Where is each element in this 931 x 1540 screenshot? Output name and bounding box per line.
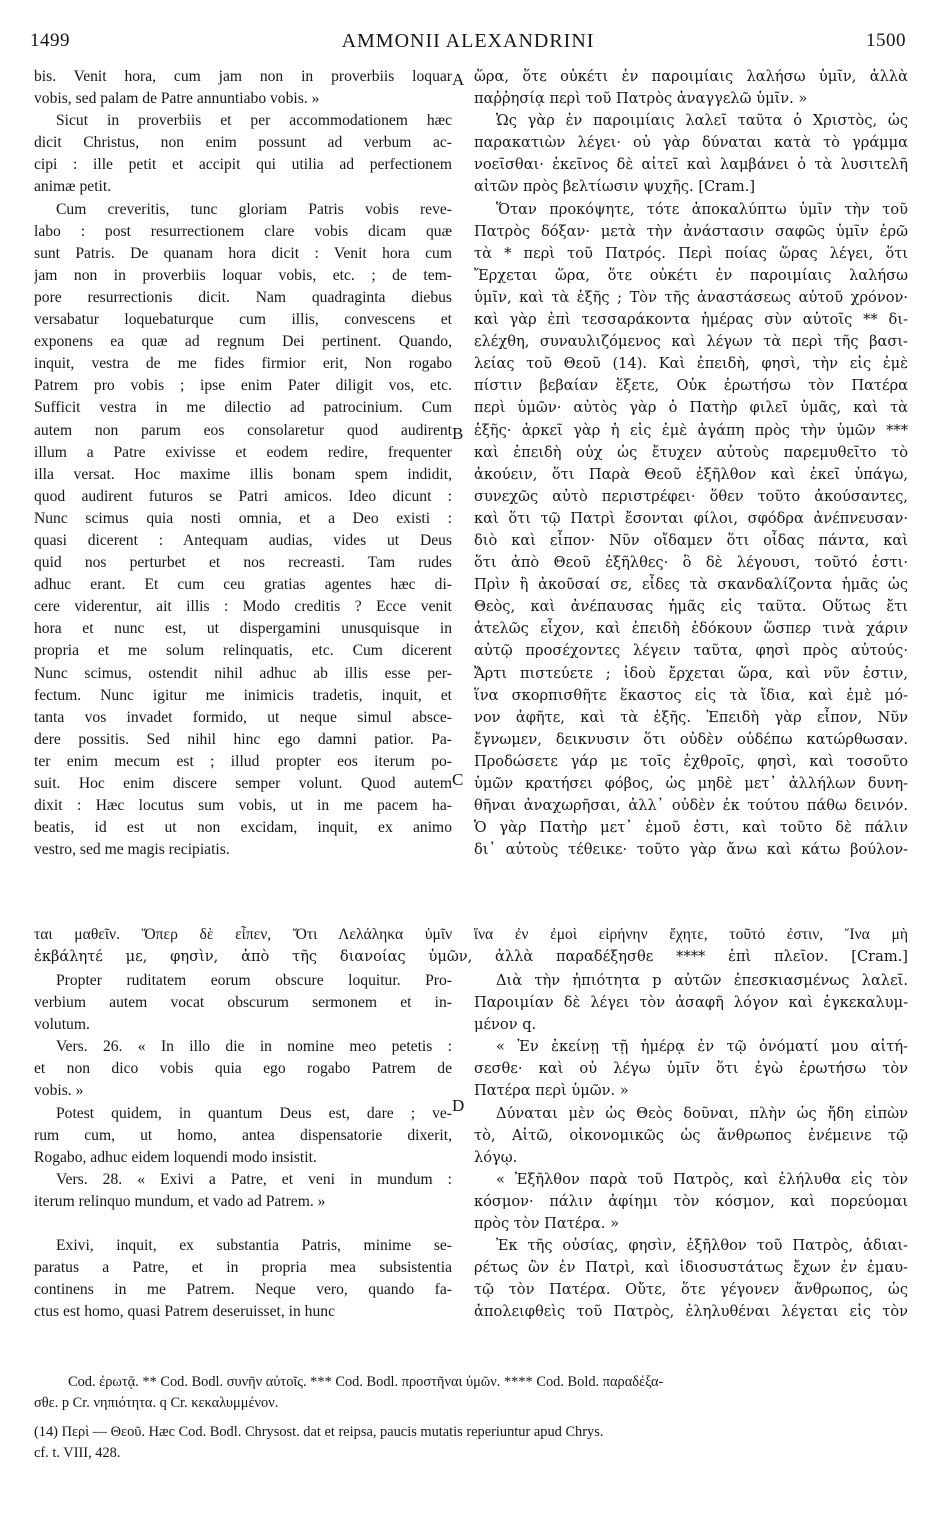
text-line: δι᾽ αὐτοὺς τέθεικε· τοῦτο γὰρ ἄνω καὶ κάτω βούλον-: [474, 841, 908, 859]
text-line: ἔγνωμεν, δεικνυσιν ὅτι οὐδὲν οὐδέπω κατώρθωσαν.: [474, 730, 908, 748]
text-line: tanta vos invadet formido, ut neque simul absce-: [34, 708, 452, 726]
text-line: rum cum, ut homo, antea dispensatorie dixerit,: [34, 1126, 452, 1144]
text-line: Πατέρα περὶ ὑμῶν. »: [474, 1082, 629, 1100]
text-line: νοεῖσθαι· ἐκεῖνος δὲ αἰτεῖ καὶ λαμβάνει ὁ τὰ λυσιτελῆ: [474, 156, 908, 174]
text-line: vobis, sed palam de Patre annuntiabo vobis. »: [34, 90, 320, 108]
full-width-line: ται μαθεῖν. Ὅπερ δὲ εἶπεν, Ὅτι Λελάληκα ὑμῖν ἵνα ἐν ἐμοὶ εἰρήνην ἔχητε, τοῦτό ἐστιν, Ἵνα μὴ: [34, 926, 908, 943]
text-line: Πρὶν ἢ ἀκοῦσαί σε, εἶδες τὰ σκανδαλίζοντα ἡμᾶς ὡς: [474, 576, 908, 594]
margin-marker: D: [452, 1096, 465, 1115]
text-line: διὸ καὶ εἶπον· Νῦν οἴδαμεν ὅτι οἶδας πάντα, καὶ: [474, 531, 908, 549]
footnote-line: (14) Περὶ — Θεοῦ. Hæc Cod. Bodl. Chrysost. dat et reipsa, paucis mutatis reperiuntur apud Chrys.: [34, 1424, 604, 1440]
text-line: συνεχῶς αὐτὸ περιστρέφει· ὅθεν τοῦτο ἀκούσαντες,: [474, 487, 908, 505]
text-line: θῆναι ἀναχωρῆσαι, ἀλλ᾽ οὐδὲν ἐκ τούτου πάθω δεινόν.: [474, 797, 908, 815]
text-line: Δύναται μὲν ὡς Θεὸς δοῦναι, πλὴν ὡς ἤδη εἰπὼν: [496, 1104, 908, 1122]
margin-marker: B: [452, 424, 464, 443]
page-number-right: 1500: [866, 30, 906, 51]
text-line: Sufficit vestra in me dilectio ad patrocinium. Cum: [34, 399, 452, 417]
text-line: quasi dicerent : Antequam audias, vides ut Deus: [34, 531, 452, 549]
text-line: Προδώσετε γάρ με τοῖς ἐχθροῖς, φησὶ, καὶ τοσοῦτο: [474, 752, 908, 770]
margin-marker: A: [452, 70, 465, 89]
text-line: suit. Hoc enim discere semper volunt. Quod autem: [34, 775, 452, 792]
text-line: Ὡς γὰρ ἐν παροιμίαις λαλεῖ ταῦτα ὁ Χριστὸς, ὡς: [496, 112, 908, 130]
text-line: Ἐκ τῆς οὐσίας, φησὶν, ἐξῆλθον τοῦ Πατρὸς, ἀδιαι-: [496, 1237, 908, 1255]
text-line: παρακατιὼν λέγει· οὐ γὰρ δύναται κατὰ τὸ γράμμα: [474, 134, 908, 152]
greek-column-bottom: [474, 970, 908, 1324]
full-width-line: ἐκβάλητέ με, φησὶν, ἀπὸ τῆς διανοίας ὑμῶν, ἀλλὰ παραδέξησθε **** ἐπὶ πλεῖον. [Cram.]: [34, 948, 908, 965]
text-line: sunt Patris. De quanam hora dicit : Venit hora cum: [34, 244, 452, 262]
text-line: dere possitis. Sed nihil hinc ego damni patior. Pa-: [34, 730, 452, 748]
text-line: ἑξῆς· ἀρκεῖ γὰρ ἡ εἰς ἐμὲ ἀγάπη πρὸς τὴν ὑμῶν ***: [474, 421, 908, 439]
text-line: Rogabo, adhuc eidem loquendi modo insistit.: [34, 1148, 317, 1166]
text-line: quod audirent futuros se Patri amicos. Ideo dicunt :: [34, 487, 452, 505]
text-line: Ὅταν προκόψητε, τότε ἀποκαλύπτω ὑμῖν τὴν τοῦ: [496, 200, 908, 218]
text-line: cere viderentur, ait illis : Modo creditis ? Ecce venit: [34, 598, 452, 616]
text-line: cipi : ille petit et accipit qui utilia ad perfectionem: [34, 156, 452, 174]
text-line: bis. Venit hora, cum jam non in proverbiis loquar: [34, 68, 452, 85]
text-line: τὰ * περὶ τοῦ Πατρός. Περὶ ποίας ὥρας λέγει, ὅτι: [474, 244, 908, 262]
latin-column-bottom: [34, 970, 452, 1323]
text-line: pore resurrectionis dicit. Nam quadraginta diebus: [34, 288, 452, 306]
footnote-line: cf. t. VIII, 428.: [34, 1445, 121, 1461]
text-line: jam non in proverbiis loquar vobis, etc. ; de tem-: [34, 266, 452, 284]
text-line: beatis, id est ut non excidam, inquit, ex animo: [34, 819, 452, 837]
text-line: λείας τοῦ Θεοῦ (14). Καὶ ἐπειδὴ, φησὶ, τὴν εἰς ἐμὲ: [474, 355, 908, 373]
text-line: paratus a Patre, et in propria mea subsistentia: [34, 1259, 452, 1277]
text-line: Πατρὸς δόξαν· μετὰ τὴν ἀνάστασιν σαφῶς ὑμῖν ἐρῶ: [474, 222, 908, 240]
text-line: καὶ ἐπειδὴ οὐχ ὡς ἔτυχεν αὐτοὺς παρεμυθεῖτο τὸ: [474, 443, 908, 461]
text-line: ἀκούειν, ὅτι Παρὰ Θεοῦ ἐξῆλθον καὶ ἐκεῖ ὑπάγω,: [474, 465, 908, 483]
text-line: verbium autem vocat obscurum sermonem et in-: [34, 994, 452, 1012]
text-line: autem non parum eos consolaretur quod audirent: [34, 421, 452, 439]
text-line: quid nos perturbet et nos recreasti. Tam rudes: [34, 554, 452, 572]
text-line: νον ἀφῆτε, καὶ τὰ ἑξῆς. Ἐπειδὴ γὰρ εἶπον, Νῦν: [474, 708, 908, 726]
text-line: « Ἐν ἐκείνῃ τῇ ἡμέρᾳ ἐν τῷ ὀνόματί μου αἰτή-: [496, 1038, 908, 1056]
text-line: Ἔρχεται ὥρα, ὅτε οὐκέτι ἐν παροιμίαις λαλήσω: [474, 266, 908, 284]
text-line: vestro, sed me magis recipiatis.: [34, 841, 230, 859]
text-line: περὶ ὑμῶν· αὐτὸς γὰρ ὁ Πατὴρ φιλεῖ ὑμᾶς, καὶ τὰ: [474, 399, 908, 417]
text-line: et non dico vobis quia ego rogabo Patrem de: [34, 1060, 452, 1078]
text-line: Διὰ τὴν ἠπιότητα p αὐτῶν ἐπεσκιασμένως λαλεῖ.: [496, 972, 908, 989]
text-line: inquit, vestra de me fides firmior erit, Non rogabo: [34, 355, 452, 373]
text-line: volutum.: [34, 1016, 90, 1034]
text-line: ρέτως ὢν ἐν Πατρὶ, καὶ ἰδιοσυστάτως ἔχων ἐν ἐμαυ-: [474, 1259, 908, 1277]
text-line: Patrem pro vobis ; ipse enim Pater diligit vos, etc.: [34, 377, 452, 395]
text-line: iterum relinquo mundum, et vado ad Patrem. »: [34, 1192, 326, 1210]
text-line: hora et nunc est, ut dispergamini unusquisque in: [34, 620, 452, 638]
text-line: continens in me Patrem. Neque vero, quando fa-: [34, 1281, 452, 1299]
text-line: vobis. »: [34, 1082, 84, 1100]
text-line: Potest quidem, in quantum Deus est, dare ; ve-: [56, 1104, 452, 1122]
text-line: ὑμῖν, καὶ τὰ ἑξῆς ; Τὸν τῆς ἀναστάσεως αὐτοῦ χρόνον·: [474, 288, 908, 306]
text-line: τῷ τὸν Πατέρα. Οὔτε, ὅτε γέγονεν ἄνθρωπος, ὡς: [474, 1281, 908, 1299]
text-line: exponens ea quæ ad regnum Dei pertinent. Quando,: [34, 333, 452, 351]
text-line: κόσμον· πάλιν ἀφίημι τὸν κόσμον, καὶ πορεύομαι: [474, 1192, 908, 1210]
footnotes: [34, 1372, 908, 1464]
paragraph-gap: [34, 1213, 452, 1235]
text-line: μένον q.: [474, 1016, 537, 1034]
margin-marker: C: [452, 770, 464, 789]
text-line: ὑμῶν κρατήσει φόβος, ὡς μηδὲ μετ᾽ ἀλλήλων δυνη-: [474, 775, 908, 792]
text-line: Θεὸς, καὶ ἀνέπαυσας ἡμᾶς εἰς ταῦτα. Οὕτως ἔτι: [474, 598, 908, 616]
text-line: αὐτῷ προσέχοντες λέγειν ταῦτα, φησὶ πρὸς αὐτούς·: [474, 642, 908, 660]
text-line: Propter ruditatem eorum obscure loquitur. Pro-: [56, 972, 452, 989]
text-line: Παροιμίαν δὲ λέγει τὸν ἀσαφῆ λόγον καὶ ἐγκεκαλυμ-: [474, 994, 908, 1012]
text-line: adhuc erant. Et cum ceu gratias agentes hæc di-: [34, 576, 452, 594]
text-line: versabatur loquebaturque cum illis, convescens et: [34, 311, 452, 329]
greek-column-top: [474, 66, 908, 861]
text-line: ὥρα, ὅτε οὐκέτι ἐν παροιμίαις λαλήσω ὑμῖν, ἀλλὰ: [474, 68, 908, 85]
text-line: dicit Christus, non enim possunt ad verbum ac-: [34, 134, 452, 152]
text-line: τὸ, Αἰτῶ, οἰκονομικῶς ὡς ἄνθρωπος ἐνέμεινε τῷ: [474, 1126, 908, 1144]
text-line: animæ petit.: [34, 178, 112, 196]
text-line: illum a Patre exivisse et eodem redire, frequenter: [34, 443, 452, 461]
page-number-left: 1499: [30, 30, 70, 51]
text-line: Nunc scimus quia nosti omnia, et a Deo existi :: [34, 509, 452, 527]
text-line: σεσθε· καὶ οὐ λέγω ὑμῖν ὅτι ἐγὼ ἐρωτήσω τὸν: [474, 1060, 908, 1078]
text-line: fectum. Nunc igitur me inimicis tradetis, inquit, et: [34, 686, 452, 704]
text-line: ελέχθη, συναυλιζόμενος καὶ λέγων τὰ περὶ τῆς βασι-: [474, 333, 908, 351]
text-line: labo : post resurrectionem clare vobis dicam quæ: [34, 222, 452, 240]
text-line: αἰτῶν πρὸς βελτίωσιν ψυχῆς. [Cram.]: [474, 178, 756, 196]
text-line: Vers. 28. « Exivi a Patre, et veni in mundum :: [56, 1170, 452, 1188]
text-line: ἵνα σκορπισθῆτε ἕκαστος εἰς τὰ ἴδια, καὶ ἐμὲ μό-: [474, 686, 908, 704]
text-line: πίστιν βεβαίαν ἕξετε, Οὐκ ἐρωτήσω τὸν Πατέρα: [474, 377, 908, 395]
text-line: Ἄρτι πιστεύετε ; ἰδοὺ ἔρχεται ὥρα, καὶ νῦν ἐστιν,: [474, 664, 908, 682]
text-line: λόγῳ.: [474, 1148, 518, 1166]
text-line: ctus est homo, quasi Patrem deseruisset, in hunc: [34, 1303, 335, 1321]
page-header: [30, 30, 906, 64]
footnote-line: σθε. p Cr. νηπιότητα. q Cr. κεκαλυμμένον.: [34, 1395, 279, 1411]
text-line: Sicut in proverbiis et per accommodationem hæc: [56, 112, 452, 130]
text-line: ἀπολειφθεὶς τοῦ Πατρὸς, ἐληλυθέναι λέγεται εἰς τὸν: [474, 1303, 908, 1321]
footnote-line: Cod. ἐρωτᾷ. ** Cod. Bodl. συνῆν αὐτοῖς. *** Cod. Bodl. προστῆναι ὑμῶν. **** Cod. Bold. παραδέξα-: [68, 1374, 664, 1390]
text-line: ἀτελῶς εἶχον, καὶ ἐπειδὴ ἐδόκουν ὥσπερ τινὰ χάριν: [474, 620, 908, 638]
text-line: παῤῥησίᾳ περὶ τοῦ Πατρὸς ἀναγγελῶ ὑμῖν. »: [474, 90, 808, 108]
text-line: Cum creveritis, tunc gloriam Patris vobis reve-: [56, 200, 452, 218]
text-line: πρὸς τὸν Πατέρα. »: [474, 1215, 619, 1233]
text-line: Exivi, inquit, ex substantia Patris, minime se-: [56, 1237, 452, 1255]
text-line: Ὁ γὰρ Πατὴρ μετ᾽ ἐμοῦ ἐστι, καὶ τοῦτο δὲ πάλιν: [474, 819, 908, 837]
latin-column-top: [34, 66, 452, 861]
running-title: AMMONII ALEXANDRINI: [341, 30, 595, 52]
text-line: ὅτι ἀπὸ Θεοῦ ἐξῆλθες· ὃ δὲ λέγουσι, τοῦτό ἐστι·: [474, 554, 908, 572]
text-line: propria et me solum relinquatis, etc. Cum dicerent: [34, 642, 452, 660]
text-line: illa versat. Hoc maxime illis bonam spem indidit,: [34, 465, 452, 483]
text-line: « Ἐξῆλθον παρὰ τοῦ Πατρὸς, καὶ ἐλήλυθα εἰς τὸν: [496, 1170, 908, 1188]
text-line: dixit : Hæc locutus sum vobis, ut in me pacem ha-: [34, 797, 452, 815]
text-line: Nunc scimus, ostendit nihil adhuc ab illis esse per-: [34, 664, 452, 682]
text-line: Vers. 26. « In illo die in nomine meo petetis :: [56, 1038, 452, 1056]
text-line: καὶ γὰρ ἐπὶ τεσσαράκοντα ἡμέρας σὺν αὐτοῖς ** δι-: [474, 311, 908, 329]
text-line: καὶ ὅτι τῷ Πατρὶ ἔσονται φίλοι, σφόδρα ἀνέπνευσαν·: [474, 509, 908, 527]
text-line: ter enim mecum est ; illud propter eos iterum po-: [34, 752, 452, 770]
